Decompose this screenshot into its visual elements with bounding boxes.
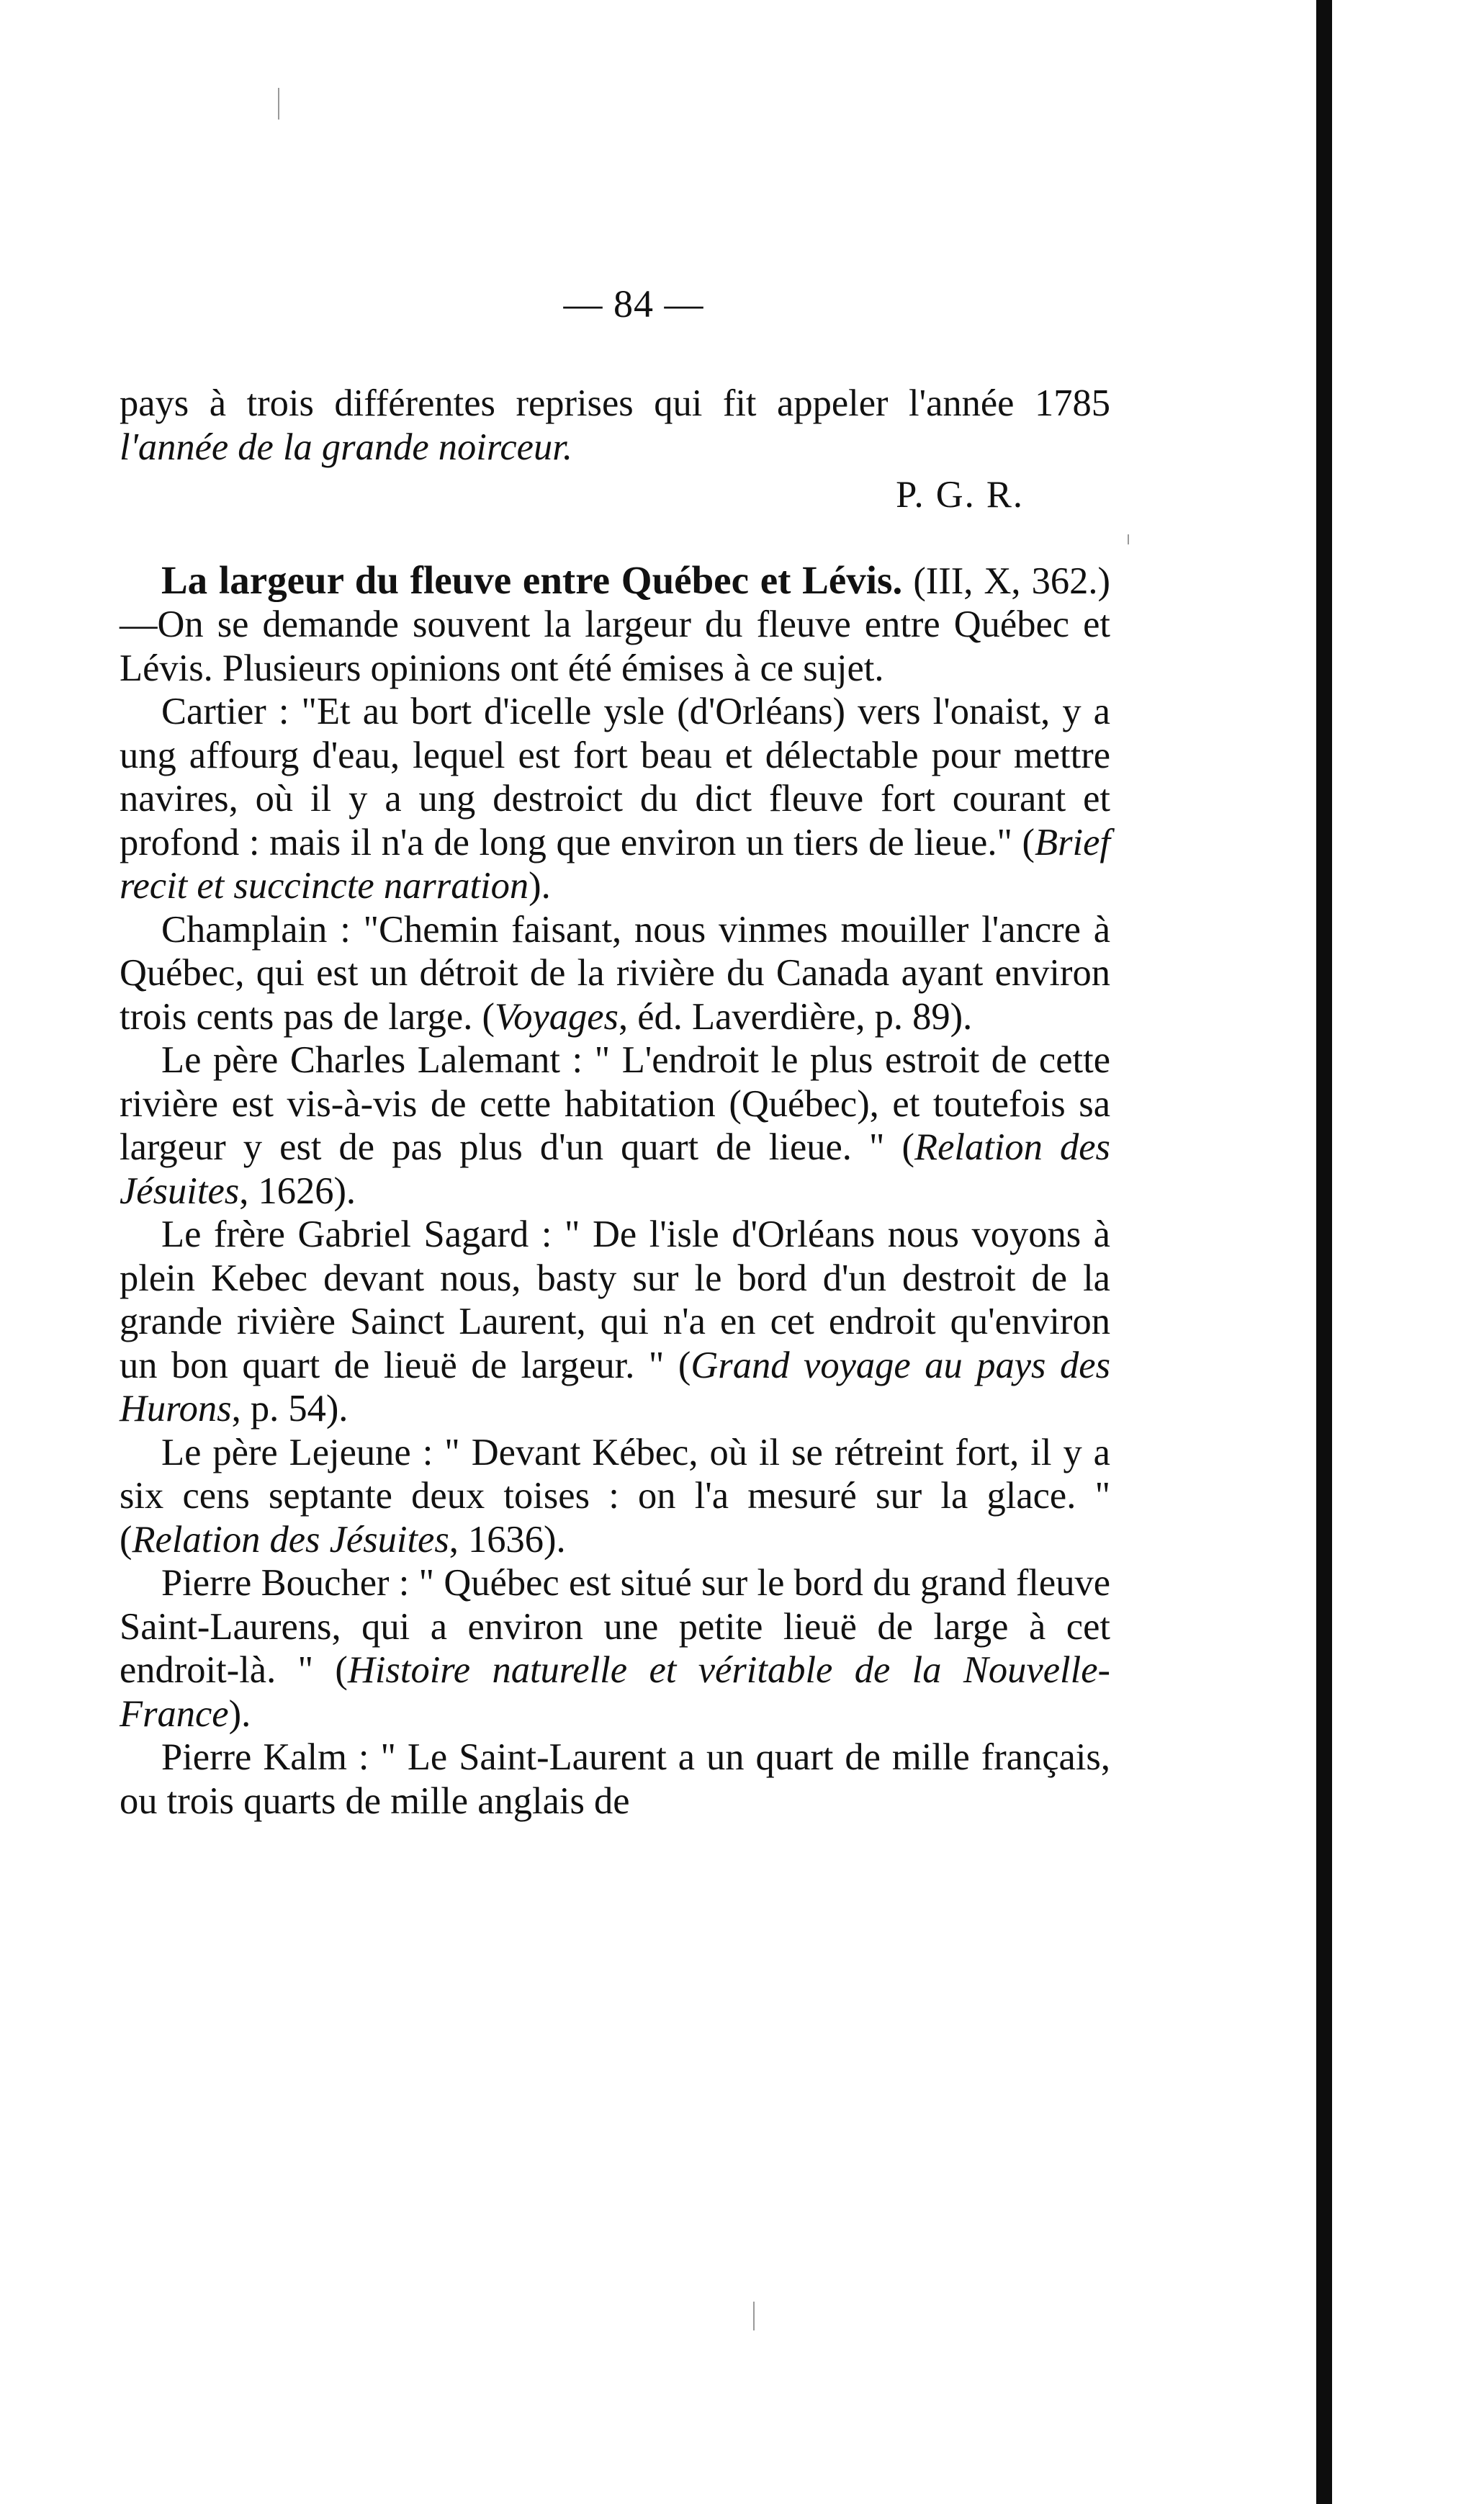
quote-paragraph [120,1431,1110,1562]
intro-text: pays à trois différentes reprises qui fit appeler l'année 1785 [120,382,1110,424]
quote-text: Champlain : "Chemin faisant, nous vinmes mouiller l'ancre à Québec, qui est un détroit de la rivière du Canada ayant environ trois cents pas de large. ( [120,908,1110,1038]
quote-source: Brief recit et succincte narration [120,821,1110,907]
quote-source: Relation des Jésuites [120,1126,1110,1212]
scan-speck [278,88,279,120]
quote-text: Cartier : "Et au bort d'icelle ysle (d'Orléans) vers l'onaist, y a ung affourg d'eau, lequel est fort beau et délectable pour mettre navires, où il y a ung destroict du dict fleuve fort courant et profond : mais il n'a de long que environ un tiers de lieue." ( [120,691,1110,863]
quote-text: Pierre Boucher : " Québec est situé sur le bord du grand fleuve Saint-Laurens, qui a environ une petite lieuë de large à cet endroit-là. " ( [120,1562,1110,1691]
article-title: La largeur du fleuve entre Québec et Lévis. [161,557,903,602]
quote-text: Le père Lejeune : " Devant Kébec, où il se rétreint fort, il y a six cens septante deux toises : on l'a mesuré sur la glace. " ( [120,1431,1110,1561]
quote-after: ). [529,865,551,907]
intro-paragraph [120,382,1110,469]
page-number: — 84 — [563,282,704,326]
quote-after: , p. 54). [231,1388,348,1430]
article-lead-paragraph [120,559,1110,691]
quote-paragraph [120,1736,1110,1823]
intro-italic-phrase: l'année de la grande noirceur. [120,426,572,468]
quote-source: Grand voyage au pays des Hurons [120,1344,1110,1430]
author-signature: P. G. R. [896,474,1024,516]
page-edge-rule [1316,0,1332,2504]
quote-text: Le frère Gabriel Sagard : " De l'isle d'Orléans nous voyons à plein Kebec devant nous, basty sur le bord d'un destroit de la grande rivière Sainct Laurent, qui n'a en cet endroit qu'environ un bon quart de lieuë de largeur. " ( [120,1213,1110,1386]
quote-paragraph [120,908,1110,1039]
quote-paragraph [120,1213,1110,1431]
quote-after: , 1626). [239,1170,356,1212]
quote-paragraph [120,1561,1110,1736]
quote-after: , éd. Laverdière, p. 89). [619,995,973,1038]
quote-source: Histoire naturelle et véritable de la Nouvelle-France [120,1649,1110,1735]
quote-paragraph [120,1038,1110,1213]
text-column [120,382,1110,1823]
quote-text: Pierre Kalm : " Le Saint-Laurent a un quart de mille français, ou trois quarts de mille anglais de [120,1736,1110,1822]
quote-after: , 1636). [449,1518,566,1561]
quote-text: Le père Charles Lalemant : " L'endroit le plus estroit de cette rivière est vis-à-vis de cette habitation (Québec), et toutefois sa largeur y est de pas plus d'un quart de lieue. " ( [120,1039,1110,1168]
scan-speck [1128,534,1129,544]
article-lead: (III, X, 362.)—On se demande souvent la largeur du fleuve entre Québec et Lévis. Plusieurs opinions ont été émises à ce sujet. [120,560,1110,689]
quote-paragraph [120,690,1110,908]
quote-source: Relation des Jésuites [132,1518,449,1561]
quote-after: ). [228,1692,251,1735]
quote-source: Voyages [494,995,619,1038]
scan-speck [753,2302,755,2330]
